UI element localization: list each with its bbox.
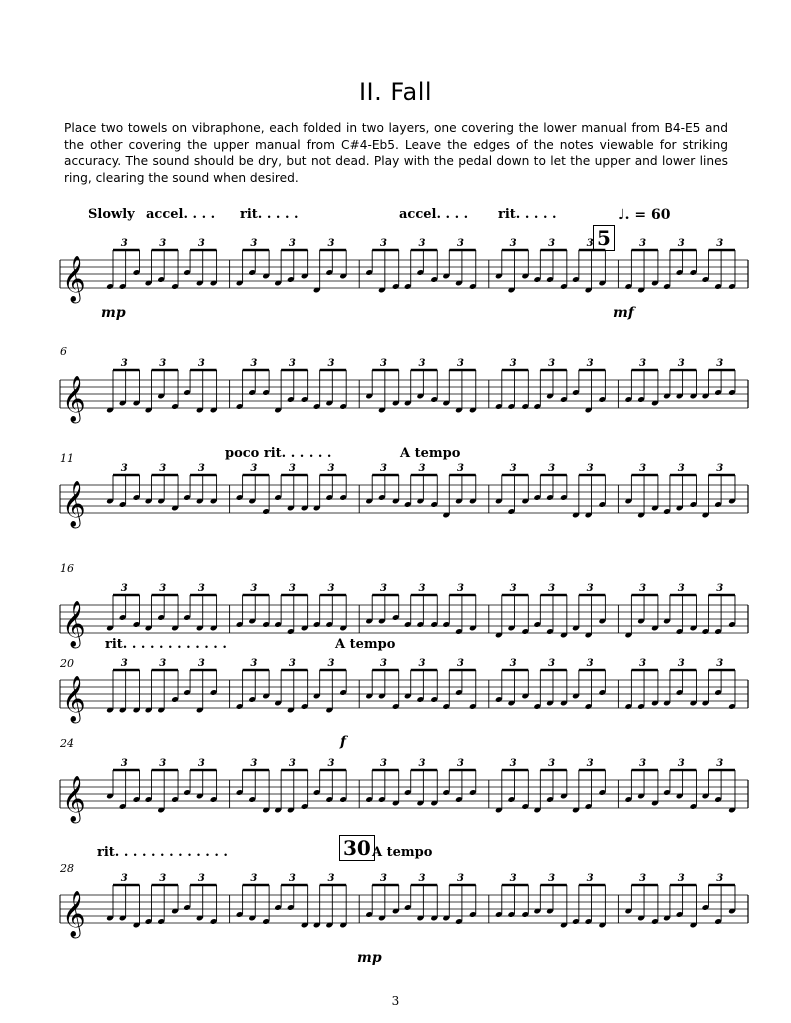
tuplet-number: 3 bbox=[159, 658, 167, 669]
tuplet-number: 3 bbox=[197, 358, 205, 369]
tuplet-number: 3 bbox=[159, 238, 167, 249]
tuplet-number: 3 bbox=[197, 583, 205, 594]
system-7 bbox=[60, 835, 750, 975]
tuplet-number: 3 bbox=[197, 238, 205, 249]
rehearsal-mark-30: 30 bbox=[339, 835, 375, 861]
treble-clef-icon: 𝄞 bbox=[62, 601, 86, 647]
page-title: II. Fall bbox=[358, 78, 433, 106]
dynamic-mp: mp bbox=[101, 305, 126, 321]
direction-rit: rit. . . . . . . . . . . . bbox=[105, 637, 227, 652]
tempo-mark: ♩. = 60 bbox=[618, 207, 671, 223]
tuplet-number: 3 bbox=[418, 463, 426, 474]
tuplet-number: 3 bbox=[288, 583, 296, 594]
tuplet-number: 3 bbox=[288, 358, 296, 369]
tuplet-number: 3 bbox=[677, 873, 685, 884]
tuplet-number: 3 bbox=[379, 463, 387, 474]
staff-system-2 bbox=[60, 335, 750, 435]
tuplet-number: 3 bbox=[586, 758, 594, 769]
tuplet-number: 3 bbox=[509, 583, 517, 594]
treble-clef-icon: 𝄞 bbox=[62, 256, 86, 302]
tuplet-number: 3 bbox=[327, 658, 335, 669]
measure-number: 16 bbox=[60, 562, 74, 575]
tuplet-number: 3 bbox=[677, 463, 685, 474]
tuplet-number: 3 bbox=[586, 238, 594, 249]
tuplet-number: 3 bbox=[379, 658, 387, 669]
tuplet-number: 3 bbox=[677, 583, 685, 594]
tuplet-number: 3 bbox=[548, 358, 556, 369]
tuplet-number: 3 bbox=[639, 238, 647, 249]
direction-accel-2: accel. . . . bbox=[399, 207, 469, 222]
tuplet-number: 3 bbox=[548, 463, 556, 474]
direction-poco-rit: poco rit. . . . . . bbox=[225, 446, 332, 461]
tuplet-number: 3 bbox=[418, 358, 426, 369]
tuplet-number: 3 bbox=[418, 758, 426, 769]
tuplet-number: 3 bbox=[716, 758, 724, 769]
tuplet-number: 3 bbox=[509, 873, 517, 884]
performance-instructions: Place two towels on vibraphone, each folded in two layers, one covering the lower manual from B4-E5 and the other covering the upper manual from C#4-Eb5. Leave the edges of the notes viewable for striking accuracy. The sound should be dry, but not dead. Play with the pedal down to let the upper and lower lines ring, clearing the sound when desired. bbox=[64, 121, 728, 185]
tuplet-number: 3 bbox=[379, 873, 387, 884]
tuplet-number: 3 bbox=[418, 873, 426, 884]
measure-number: 24 bbox=[60, 737, 74, 750]
tuplet-number: 3 bbox=[197, 758, 205, 769]
tuplet-number: 3 bbox=[677, 758, 685, 769]
tuplet-number: 3 bbox=[716, 583, 724, 594]
tuplet-number: 3 bbox=[586, 658, 594, 669]
direction-a-tempo: A tempo bbox=[400, 446, 461, 461]
tuplet-number: 3 bbox=[250, 658, 258, 669]
staff-system-5 bbox=[60, 635, 750, 750]
tuplet-number: 3 bbox=[716, 658, 724, 669]
dynamic-mp: mp bbox=[357, 950, 382, 966]
tuplet-number: 3 bbox=[548, 658, 556, 669]
system-2 bbox=[60, 335, 750, 435]
tuplet-number: 3 bbox=[418, 658, 426, 669]
tuplet-number: 3 bbox=[250, 358, 258, 369]
measure-number: 28 bbox=[60, 862, 74, 875]
treble-clef-icon: 𝄞 bbox=[62, 776, 86, 822]
tuplet-number: 3 bbox=[509, 358, 517, 369]
tuplet-number: 3 bbox=[288, 238, 296, 249]
treble-clef-icon: 𝄞 bbox=[62, 676, 86, 722]
tuplet-number: 3 bbox=[288, 658, 296, 669]
tuplet-number: 3 bbox=[548, 758, 556, 769]
tuplet-number: 3 bbox=[250, 583, 258, 594]
tuplet-number: 3 bbox=[457, 873, 465, 884]
tuplet-number: 3 bbox=[457, 583, 465, 594]
tuplet-number: 3 bbox=[197, 658, 205, 669]
tuplet-number: 3 bbox=[457, 358, 465, 369]
tuplet-number: 3 bbox=[288, 873, 296, 884]
tuplet-number: 3 bbox=[120, 758, 128, 769]
system-1 bbox=[60, 205, 750, 321]
tuplet-number: 3 bbox=[639, 873, 647, 884]
tuplet-number: 3 bbox=[639, 463, 647, 474]
tuplet-number: 3 bbox=[586, 873, 594, 884]
tuplet-number: 3 bbox=[197, 463, 205, 474]
tuplet-number: 3 bbox=[379, 358, 387, 369]
tuplet-number: 3 bbox=[716, 358, 724, 369]
tuplet-number: 3 bbox=[120, 463, 128, 474]
tuplet-number: 3 bbox=[639, 358, 647, 369]
system-3 bbox=[60, 440, 750, 560]
system-6 bbox=[60, 735, 750, 840]
tuplet-number: 3 bbox=[509, 238, 517, 249]
tuplet-number: 3 bbox=[379, 583, 387, 594]
page-number: 3 bbox=[391, 994, 400, 1008]
treble-clef-icon: 𝄞 bbox=[62, 891, 86, 937]
measure-number: 20 bbox=[60, 657, 74, 670]
tuplet-number: 3 bbox=[288, 463, 296, 474]
dynamic-f: f bbox=[340, 734, 347, 750]
tuplet-number: 3 bbox=[379, 758, 387, 769]
staff-system-6 bbox=[60, 735, 750, 840]
system-5 bbox=[60, 635, 750, 750]
tuplet-number: 3 bbox=[639, 658, 647, 669]
tuplet-number: 3 bbox=[250, 873, 258, 884]
treble-clef-icon: 𝄞 bbox=[62, 376, 86, 422]
direction-slowly: Slowly bbox=[88, 207, 135, 222]
tuplet-number: 3 bbox=[509, 658, 517, 669]
tuplet-number: 3 bbox=[677, 358, 685, 369]
tuplet-number: 3 bbox=[120, 583, 128, 594]
tuplet-number: 3 bbox=[509, 758, 517, 769]
tuplet-number: 3 bbox=[250, 758, 258, 769]
tuplet-number: 3 bbox=[586, 358, 594, 369]
tuplet-number: 3 bbox=[120, 873, 128, 884]
tuplet-number: 3 bbox=[250, 238, 258, 249]
direction-accel-1: accel. . . . bbox=[146, 207, 216, 222]
tuplet-number: 3 bbox=[548, 238, 556, 249]
direction-rit: rit. . . . . . . . . . . . . bbox=[97, 845, 228, 860]
tuplet-number: 3 bbox=[457, 463, 465, 474]
direction-a-tempo: A tempo bbox=[372, 845, 433, 860]
tuplet-number: 3 bbox=[327, 758, 335, 769]
direction-a-tempo: A tempo bbox=[335, 637, 396, 652]
tuplet-number: 3 bbox=[327, 583, 335, 594]
tuplet-number: 3 bbox=[250, 463, 258, 474]
tuplet-number: 3 bbox=[120, 658, 128, 669]
tuplet-number: 3 bbox=[586, 463, 594, 474]
tuplet-number: 3 bbox=[677, 238, 685, 249]
tuplet-number: 3 bbox=[159, 463, 167, 474]
tuplet-number: 3 bbox=[159, 873, 167, 884]
measure-number: 6 bbox=[60, 345, 67, 358]
dynamic-mf: mf bbox=[613, 305, 634, 321]
tuplet-number: 3 bbox=[716, 463, 724, 474]
tuplet-number: 3 bbox=[120, 238, 128, 249]
measure-number: 11 bbox=[60, 452, 74, 465]
rehearsal-mark-5: 5 bbox=[593, 225, 615, 251]
tuplet-number: 3 bbox=[159, 583, 167, 594]
tuplet-number: 3 bbox=[159, 758, 167, 769]
tuplet-number: 3 bbox=[716, 873, 724, 884]
tuplet-number: 3 bbox=[159, 358, 167, 369]
tuplet-number: 3 bbox=[457, 758, 465, 769]
tuplet-number: 3 bbox=[548, 583, 556, 594]
tuplet-number: 3 bbox=[418, 238, 426, 249]
direction-rit-1: rit. . . . . bbox=[240, 207, 299, 222]
tuplet-number: 3 bbox=[379, 238, 387, 249]
tuplet-number: 3 bbox=[639, 758, 647, 769]
tuplet-number: 3 bbox=[457, 238, 465, 249]
tuplet-number: 3 bbox=[677, 658, 685, 669]
tuplet-number: 3 bbox=[120, 358, 128, 369]
tuplet-number: 3 bbox=[327, 238, 335, 249]
tuplet-number: 3 bbox=[327, 463, 335, 474]
tuplet-number: 3 bbox=[327, 873, 335, 884]
tuplet-number: 3 bbox=[548, 873, 556, 884]
tuplet-number: 3 bbox=[288, 758, 296, 769]
tuplet-number: 3 bbox=[509, 463, 517, 474]
tuplet-number: 3 bbox=[586, 583, 594, 594]
tuplet-number: 3 bbox=[197, 873, 205, 884]
tuplet-number: 3 bbox=[327, 358, 335, 369]
tuplet-number: 3 bbox=[418, 583, 426, 594]
tuplet-number: 3 bbox=[639, 583, 647, 594]
tuplet-number: 3 bbox=[457, 658, 465, 669]
tuplet-number: 3 bbox=[716, 238, 724, 249]
treble-clef-icon: 𝄞 bbox=[62, 481, 86, 527]
direction-rit-2: rit. . . . . bbox=[498, 207, 557, 222]
